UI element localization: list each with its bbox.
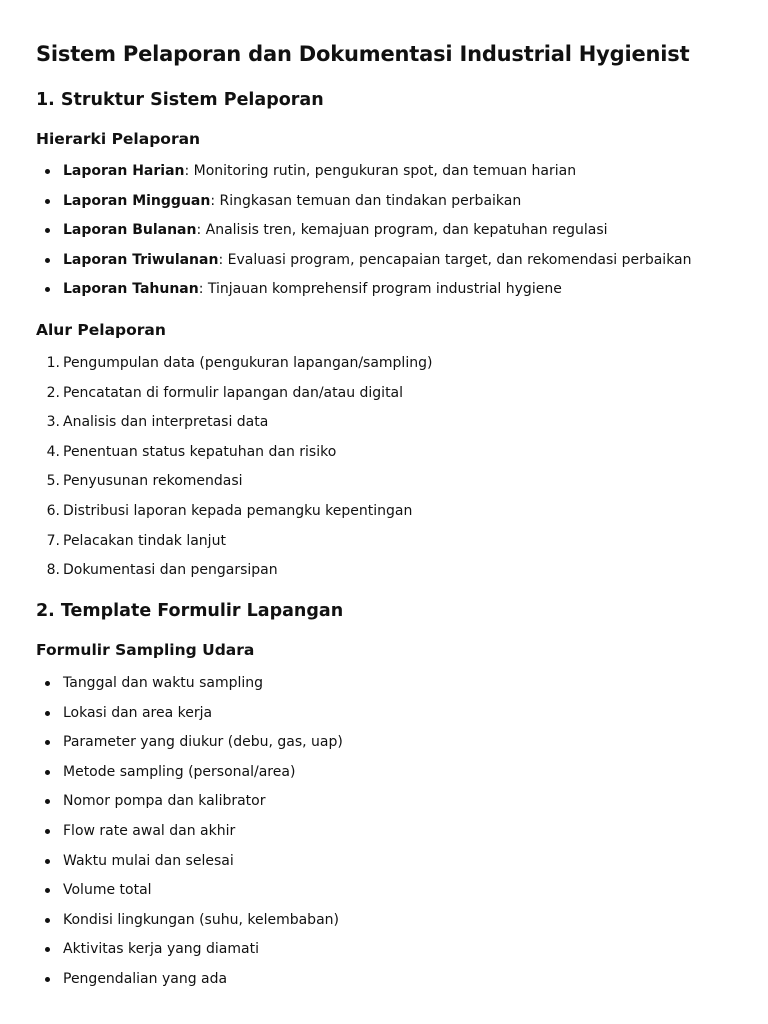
- list-item-text: Pengumpulan data (pengukuran lapangan/sampling): [63, 355, 433, 371]
- list-item-term: Laporan Bulanan: [63, 222, 197, 239]
- list-item: [36, 353, 432, 383]
- list-item-number: 4.: [46, 443, 60, 460]
- list-item: [36, 383, 432, 413]
- list-item-number: 2.: [46, 384, 60, 401]
- list-item-number: 5.: [46, 473, 60, 490]
- list-item: Nomor pompa dan kalibrator: [36, 791, 343, 821]
- list-item: [36, 560, 432, 590]
- list-item-text: Penyusunan rekomendasi: [63, 473, 243, 490]
- list-item-text: Pencatatan di formulir lapangan dan/atau digital: [63, 384, 404, 401]
- list-item-number: 8.: [46, 562, 60, 579]
- hierarki-heading: Hierarki Pelaporan: [36, 130, 201, 148]
- alur-heading: Alur Pelaporan: [36, 321, 166, 339]
- list-item: [36, 471, 432, 501]
- list-item-text: Distribusi laporan kepada pemangku kepentingan: [63, 502, 413, 519]
- list-item-term: Laporan Triwulanan: [63, 251, 219, 268]
- list-item: [36, 220, 692, 250]
- list-item-desc: : Ringkasan temuan dan tindakan perbaikan: [210, 192, 522, 209]
- section-2-heading: 2. Template Formulir Lapangan: [36, 601, 344, 621]
- list-item-text: Dokumentasi dan pengarsipan: [63, 562, 278, 579]
- list-item-number: 7.: [46, 532, 60, 549]
- list-item: Flow rate awal dan akhir: [36, 821, 343, 851]
- sampling-heading: Formulir Sampling Udara: [36, 641, 255, 659]
- document-title: Sistem Pelaporan dan Dokumentasi Industrial Hygienist: [36, 42, 690, 66]
- list-item-term: Laporan Mingguan: [63, 192, 211, 209]
- list-item: Waktu mulai dan selesai: [36, 851, 343, 881]
- list-item-text: Pelacakan tindak lanjut: [63, 532, 226, 549]
- list-item: Pengendalian yang ada: [36, 969, 343, 999]
- list-item: [36, 442, 432, 472]
- list-item: [36, 412, 432, 442]
- list-item-text: Analisis dan interpretasi data: [63, 414, 269, 431]
- list-item-number: 6.: [46, 502, 60, 519]
- list-item: Metode sampling (personal/area): [36, 762, 343, 792]
- list-item-text: Penentuan status kepatuhan dan risiko: [63, 443, 337, 460]
- list-item: [36, 501, 432, 531]
- list-item: Parameter yang diukur (debu, gas, uap): [36, 732, 343, 762]
- list-item-desc: : Analisis tren, kemajuan program, dan kepatuhan regulasi: [196, 222, 608, 239]
- section-1-heading: 1. Struktur Sistem Pelaporan: [36, 90, 324, 110]
- list-item-term: Laporan Harian: [63, 163, 185, 179]
- list-item-desc: : Evaluasi program, pencapaian target, dan rekomendasi perbaikan: [218, 251, 692, 268]
- list-item: [36, 531, 432, 561]
- list-item-desc: : Tinjauan komprehensif program industrial hygiene: [198, 281, 562, 298]
- list-item-desc: : Monitoring rutin, pengukuran spot, dan temuan harian: [184, 163, 577, 179]
- sampling-list: [36, 673, 343, 999]
- list-item: Kondisi lingkungan (suhu, kelembaban): [36, 910, 343, 940]
- list-item: [36, 191, 692, 221]
- list-item: Tanggal dan waktu sampling: [36, 673, 343, 703]
- list-item: [36, 279, 692, 309]
- alur-list: [36, 353, 432, 590]
- list-item-number: 3.: [46, 414, 60, 431]
- list-item: [36, 161, 692, 191]
- list-item: [36, 250, 692, 280]
- list-item-number: 1.: [46, 355, 60, 371]
- list-item: Volume total: [36, 880, 343, 910]
- hierarki-list: [36, 161, 692, 309]
- list-item-term: Laporan Tahunan: [63, 281, 199, 298]
- list-item: Lokasi dan area kerja: [36, 703, 343, 733]
- list-item: Aktivitas kerja yang diamati: [36, 939, 343, 969]
